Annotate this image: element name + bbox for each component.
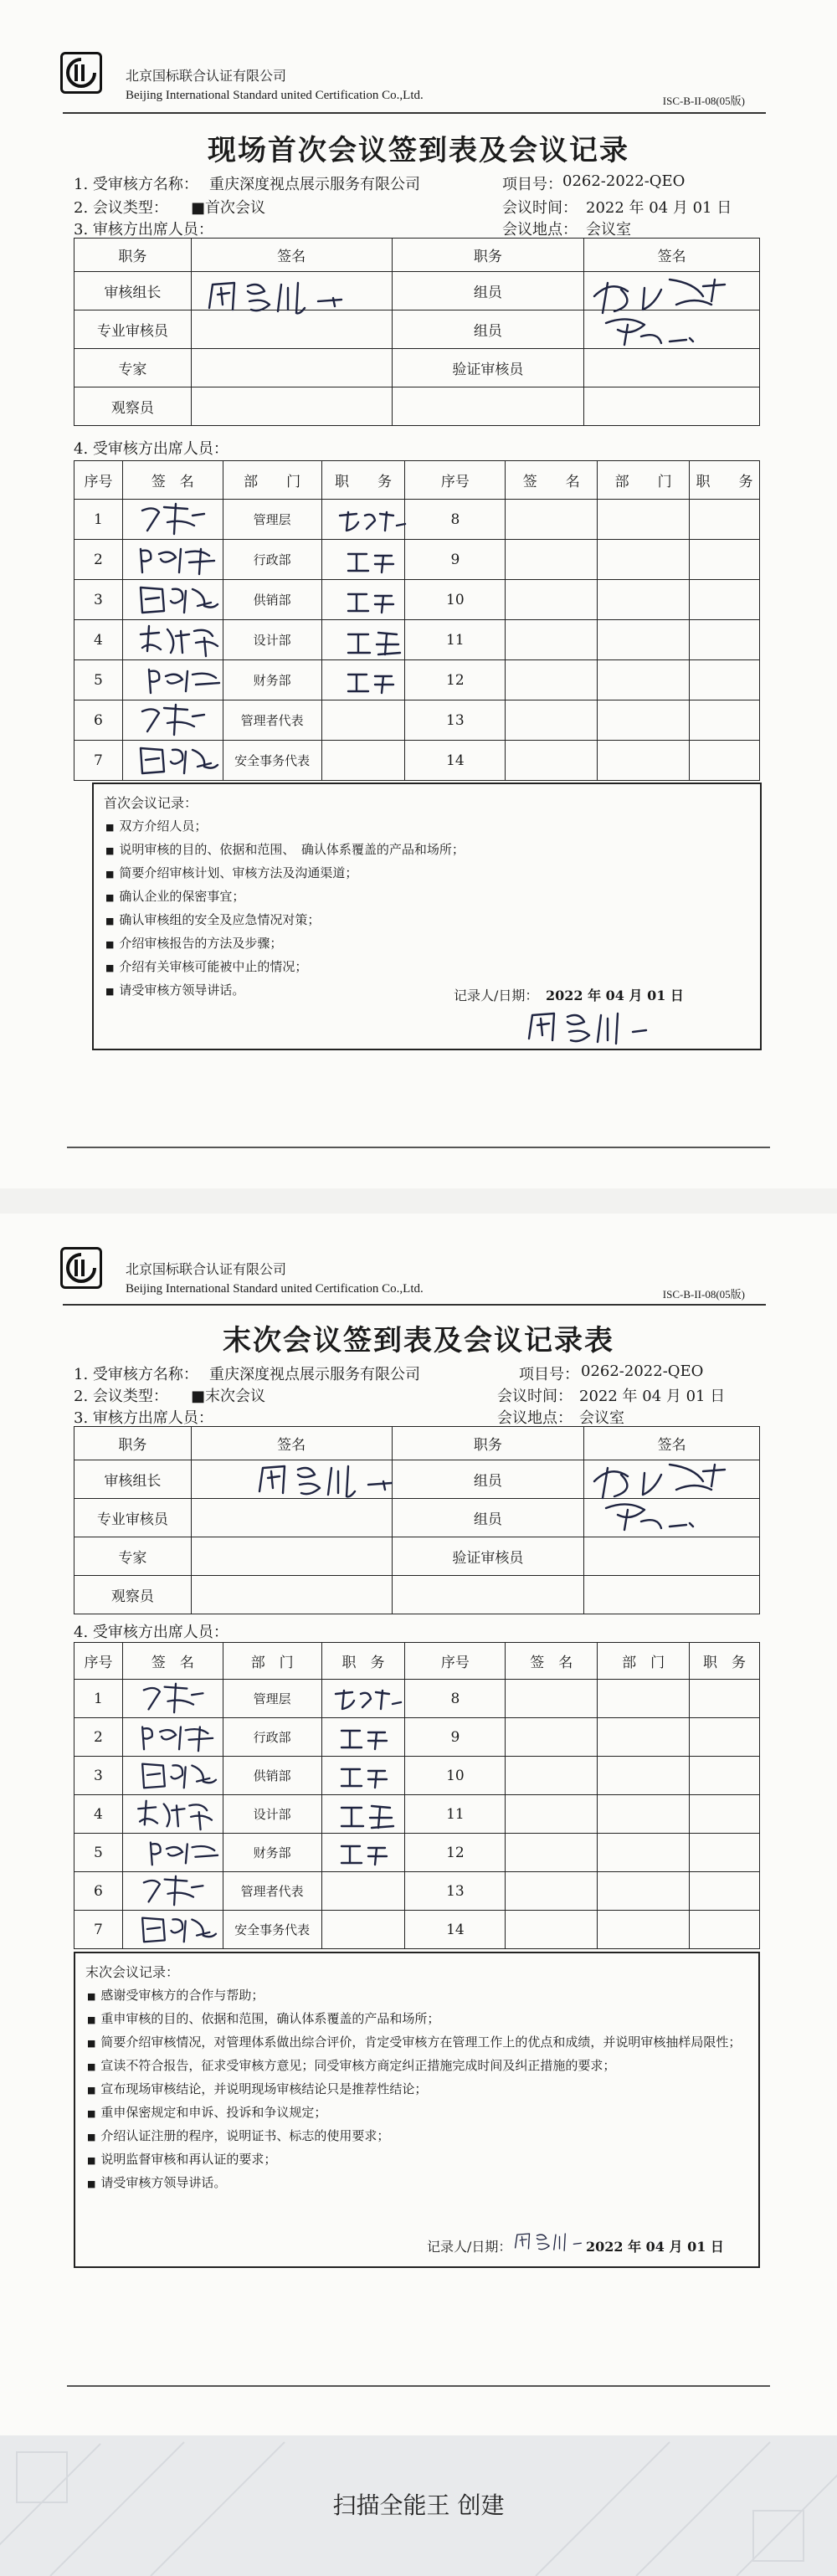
- row-number: 4: [74, 1795, 123, 1834]
- handwritten-signature: [521, 1007, 655, 1047]
- row-number: 5: [74, 660, 123, 700]
- meeting-time-label: 会议时间：: [502, 199, 578, 217]
- handwritten-position: [335, 1840, 393, 1868]
- role-cell: 专家: [74, 1537, 192, 1576]
- row-number: 11: [405, 1795, 506, 1834]
- record-list: [105, 815, 760, 1003]
- role-cell: 组员: [392, 310, 584, 349]
- position-cell: [690, 1795, 760, 1834]
- department-cell: 设计部: [223, 1795, 321, 1834]
- recorder-label: 记录人/日期：: [454, 988, 539, 1003]
- department-cell: [598, 1834, 690, 1872]
- list-item: ■ 重申审核的目的、依据和范围，确认体系覆盖的产品和场所；: [87, 2008, 742, 2031]
- handwritten-signature: [134, 741, 226, 778]
- table-row: [74, 1427, 760, 1460]
- row-number: 12: [405, 660, 506, 700]
- client-attendees-label: 4. 受审核方出席人员：: [74, 440, 229, 458]
- client-name: 重庆深度视点展示服务有限公司: [209, 176, 420, 193]
- auditors-label: 3. 审核方出席人员：: [74, 1409, 213, 1427]
- handwritten-signature: [511, 2223, 586, 2260]
- signature-cell: [506, 1680, 598, 1718]
- list-item: ■ 请受审核方领导讲话。: [87, 2172, 742, 2195]
- certification-logo-icon: [60, 52, 102, 94]
- list-item: ■ 双方介绍人员；: [105, 815, 760, 839]
- row-number: 3: [74, 1757, 123, 1795]
- signature-cell: [506, 500, 598, 540]
- position-cell: [690, 700, 760, 741]
- row-number: 5: [74, 1834, 123, 1872]
- signature-cell: [506, 1795, 598, 1834]
- handwritten-signature: [578, 1456, 745, 1540]
- row-number: 1: [74, 1680, 123, 1718]
- table-row: [74, 1576, 760, 1614]
- department-cell: [598, 741, 690, 781]
- position-cell: [690, 1757, 760, 1795]
- company-name-cn: 北京国标联合认证有限公司: [126, 1261, 287, 1277]
- role-cell: 专家: [74, 349, 192, 387]
- header-cell: 部 门: [223, 1643, 321, 1680]
- empty-cell: [392, 1576, 584, 1614]
- project-number: 0262-2022-QEO: [562, 172, 686, 190]
- department-cell: 安全事务代表: [223, 1911, 321, 1949]
- page-title: 末次会议签到表及会议记录表: [223, 1324, 614, 1357]
- header-cell: 职 务: [321, 1643, 405, 1680]
- signature-cell: [506, 1757, 598, 1795]
- table-row: [74, 387, 760, 426]
- header-cell: 序号: [405, 1643, 506, 1680]
- handwritten-signature: [134, 1758, 226, 1793]
- row-number: 8: [405, 500, 506, 540]
- department-cell: [598, 1795, 690, 1834]
- department-cell: [598, 660, 690, 700]
- meeting-time-label: 会议时间：: [497, 1388, 573, 1405]
- department-cell: [598, 700, 690, 741]
- signature-cell: [506, 540, 598, 580]
- meeting-type-value: ■末次会议: [191, 1388, 266, 1405]
- row-number: 12: [405, 1834, 506, 1872]
- list-item: ■ 简要介绍审核情况，对管理体系做出综合评价，肯定受审核方在管理工作上的优点和成绩，并说明审核抽样局限性；: [87, 2031, 742, 2055]
- table-row: [74, 1643, 760, 1680]
- position-cell: [690, 660, 760, 700]
- list-item: ■ 确认企业的保密事宜；: [105, 885, 760, 909]
- row-number: 13: [405, 700, 506, 741]
- row-number: 7: [74, 1911, 123, 1949]
- row-number: 6: [74, 700, 123, 741]
- department-cell: [598, 1680, 690, 1718]
- signature-cell: [506, 1872, 598, 1911]
- department-cell: [598, 620, 690, 660]
- project-number: 0262-2022-QEO: [581, 1362, 704, 1380]
- handwritten-signature: [578, 271, 745, 355]
- header-cell: 签 名: [506, 461, 598, 500]
- handwritten-signature: [134, 581, 226, 618]
- auditors-label: 3. 审核方出席人员：: [74, 221, 213, 239]
- header-cell: 部 门: [223, 461, 321, 500]
- position-cell: [690, 1872, 760, 1911]
- scanner-app-credit: 扫描全能王 创建: [332, 2491, 505, 2519]
- empty-cell: [392, 387, 584, 426]
- signature-cell: [191, 349, 392, 387]
- meeting-time-value: 2022 年 04 月 01 日: [579, 1388, 726, 1405]
- department-cell: 管理层: [223, 1680, 321, 1718]
- signature-cell: [191, 1576, 392, 1614]
- position-cell: [690, 1680, 760, 1718]
- meeting-place-value: 会议室: [579, 1409, 624, 1427]
- department-cell: [598, 580, 690, 620]
- header-cell: 签名: [584, 239, 760, 272]
- department-cell: 行政部: [223, 1718, 321, 1757]
- handwritten-signature: [134, 1681, 218, 1716]
- last-meeting-page: [0, 1214, 837, 2435]
- meeting-type-label: 2. 会议类型：: [74, 199, 168, 217]
- department-cell: 管理者代表: [223, 700, 321, 741]
- list-item: ■ 介绍有关审核可能被中止的情况；: [105, 956, 760, 979]
- role-cell: 观察员: [74, 1576, 192, 1614]
- department-cell: [598, 1718, 690, 1757]
- signature-cell: [584, 1537, 760, 1576]
- company-name-en: Beijing International Standard united Certification Co.,Ltd.: [126, 89, 424, 102]
- department-cell: [598, 1911, 690, 1949]
- department-cell: 管理层: [223, 500, 321, 540]
- handwritten-signature: [142, 661, 226, 698]
- header-cell: 签名: [584, 1427, 760, 1460]
- record-heading: 末次会议记录：: [85, 1964, 180, 1980]
- role-cell: 组员: [392, 1499, 584, 1537]
- meeting-place-label: 会议地点：: [497, 1409, 573, 1427]
- header-cell: 部 门: [598, 461, 690, 500]
- list-item: ■ 请受审核方领导讲话。: [105, 979, 760, 1003]
- role-cell: 专业审核员: [74, 310, 192, 349]
- record-list: [87, 1984, 742, 2195]
- record-heading: 首次会议记录：: [104, 795, 198, 811]
- handwritten-signature: [134, 1719, 226, 1754]
- header-cell: 签 名: [506, 1643, 598, 1680]
- row-number: 10: [405, 580, 506, 620]
- department-cell: 管理者代表: [223, 1872, 321, 1911]
- position-cell: [321, 1872, 405, 1911]
- list-item: ■ 重申保密规定和申诉、投诉和争议规定；: [87, 2101, 742, 2125]
- header-cell: 职 务: [321, 461, 405, 500]
- header-cell: 签名: [191, 239, 392, 272]
- client-attendees-label: 4. 受审核方出席人员：: [74, 1624, 229, 1641]
- header-rule: [63, 1304, 766, 1306]
- empty-cell: [584, 387, 760, 426]
- handwritten-position: [341, 668, 400, 696]
- header-cell: 序号: [74, 461, 123, 500]
- department-cell: 安全事务代表: [223, 741, 321, 781]
- list-item: ■ 确认审核组的安全及应急情况对策；: [105, 909, 760, 932]
- row-number: 13: [405, 1872, 506, 1911]
- first-meeting-page: [0, 0, 837, 1188]
- position-cell: [690, 741, 760, 781]
- position-cell: [690, 500, 760, 540]
- handwritten-signature: [201, 276, 352, 318]
- handwritten-signature: [134, 541, 226, 577]
- signature-cell: [506, 1834, 598, 1872]
- header-cell: 职务: [392, 239, 584, 272]
- signature-cell: [506, 1911, 598, 1949]
- position-cell: [321, 700, 405, 741]
- row-number: 1: [74, 500, 123, 540]
- meeting-type-label: 2. 会议类型：: [74, 1388, 168, 1405]
- form-code: ISC-B-II-08(05版): [662, 1288, 745, 1301]
- meeting-place-label: 会议地点：: [502, 221, 578, 239]
- handwritten-signature: [134, 621, 226, 658]
- signature-cell: [506, 620, 598, 660]
- handwritten-position: [326, 1686, 410, 1714]
- project-label: 项目号：: [502, 176, 562, 193]
- position-cell: [690, 1718, 760, 1757]
- meeting-place-value: 会议室: [586, 221, 631, 239]
- list-item: ■ 说明监督审核和再认证的要求；: [87, 2148, 742, 2172]
- meeting-record-box: [74, 1952, 760, 2268]
- row-number: 4: [74, 620, 123, 660]
- signature-cell: [506, 700, 598, 741]
- form-code: ISC-B-II-08(05版): [662, 95, 745, 107]
- row-number: 14: [405, 1911, 506, 1949]
- certification-logo-icon: [60, 1247, 102, 1289]
- list-item: ■ 介绍审核报告的方法及步骤；: [105, 932, 760, 956]
- table-row: [74, 239, 760, 272]
- company-name-cn: 北京国标联合认证有限公司: [126, 68, 287, 84]
- handwritten-signature: [251, 1460, 402, 1501]
- signature-cell: [191, 1537, 392, 1576]
- list-item: ■ 说明审核的目的、依据和范围、 确认体系覆盖的产品和场所；: [105, 839, 760, 862]
- department-cell: 财务部: [223, 1834, 321, 1872]
- header-cell: 部 门: [598, 1643, 690, 1680]
- role-cell: 专业审核员: [74, 1499, 192, 1537]
- role-cell: 组员: [392, 272, 584, 310]
- header-cell: 序号: [74, 1643, 123, 1680]
- row-number: 2: [74, 540, 123, 580]
- signature-cell: [191, 1499, 392, 1537]
- header-cell: 职 务: [690, 461, 760, 500]
- page-title: 现场首次会议签到表及会议记录: [208, 134, 629, 167]
- handwritten-position: [341, 588, 400, 616]
- department-cell: [598, 540, 690, 580]
- signature-cell: [506, 1718, 598, 1757]
- signature-cell: [506, 660, 598, 700]
- row-number: 11: [405, 620, 506, 660]
- table-row: [74, 1537, 760, 1576]
- role-cell: 观察员: [74, 387, 192, 426]
- department-cell: [598, 500, 690, 540]
- position-cell: [690, 1834, 760, 1872]
- row-number: 9: [405, 1718, 506, 1757]
- signature-cell: [506, 741, 598, 781]
- empty-cell: [584, 1576, 760, 1614]
- handwritten-position: [335, 1724, 393, 1752]
- list-item: ■ 宣布现场审核结论，并说明现场审核结论只是推荐性结论；: [87, 2078, 742, 2101]
- role-cell: 组员: [392, 1460, 584, 1499]
- company-name-en: Beijing International Standard united Certification Co.,Ltd.: [126, 1282, 424, 1296]
- client-label: 1. 受审核方名称：: [74, 176, 198, 193]
- handwritten-signature: [126, 1796, 226, 1831]
- meeting-record-box: [92, 783, 762, 1050]
- handwritten-position: [335, 1763, 393, 1791]
- handwritten-signature: [134, 1911, 226, 1947]
- department-cell: [598, 1872, 690, 1911]
- header-cell: 签 名: [122, 461, 223, 500]
- scanner-watermark-footer: [0, 2435, 837, 2576]
- handwritten-signature: [134, 1873, 218, 1908]
- position-cell: [690, 580, 760, 620]
- position-cell: [690, 1911, 760, 1949]
- handwritten-position: [341, 628, 408, 656]
- page-divider: [67, 2385, 770, 2387]
- department-cell: 行政部: [223, 540, 321, 580]
- role-cell: 审核组长: [74, 1460, 192, 1499]
- row-number: 3: [74, 580, 123, 620]
- header-cell: 签名: [191, 1427, 392, 1460]
- recorder-date: 2022 年 04 月 01 日: [586, 2239, 724, 2255]
- role-cell: 验证审核员: [392, 349, 584, 387]
- row-number: 2: [74, 1718, 123, 1757]
- role-cell: 审核组长: [74, 272, 192, 310]
- page-divider: [67, 1147, 770, 1148]
- handwritten-position: [335, 507, 410, 536]
- recorder-date: 2022 年 04 月 01 日: [546, 988, 684, 1003]
- handwritten-position: [335, 1801, 402, 1829]
- role-cell: 验证审核员: [392, 1537, 584, 1576]
- header-cell: 签 名: [122, 1643, 223, 1680]
- signature-cell: [191, 387, 392, 426]
- department-cell: 设计部: [223, 620, 321, 660]
- header-cell: 职务: [74, 1427, 192, 1460]
- client-label: 1. 受审核方名称：: [74, 1366, 198, 1383]
- list-item: ■ 介绍认证注册的程序，说明证书、标志的使用要求；: [87, 2125, 742, 2148]
- header-cell: 职务: [392, 1427, 584, 1460]
- department-cell: 供销部: [223, 580, 321, 620]
- list-item: ■ 简要介绍审核计划、审核方法及沟通渠道；: [105, 862, 760, 885]
- row-number: 6: [74, 1872, 123, 1911]
- signature-cell: [506, 580, 598, 620]
- position-cell: [321, 1911, 405, 1949]
- recorder-label: 记录人/日期：: [427, 2239, 512, 2255]
- position-cell: [321, 741, 405, 781]
- department-cell: 财务部: [223, 660, 321, 700]
- department-cell: [598, 1757, 690, 1795]
- position-cell: [690, 540, 760, 580]
- row-number: 10: [405, 1757, 506, 1795]
- row-number: 8: [405, 1680, 506, 1718]
- handwritten-signature: [134, 701, 218, 738]
- row-number: 7: [74, 741, 123, 781]
- client-name: 重庆深度视点展示服务有限公司: [209, 1366, 420, 1383]
- meeting-time-value: 2022 年 04 月 01 日: [586, 199, 732, 217]
- header-cell: 职务: [74, 239, 192, 272]
- department-cell: 供销部: [223, 1757, 321, 1795]
- project-label: 项目号：: [519, 1366, 579, 1383]
- handwritten-position: [341, 547, 400, 576]
- row-number: 9: [405, 540, 506, 580]
- table-row: [74, 461, 760, 500]
- header-cell: 职 务: [690, 1643, 760, 1680]
- header-cell: 序号: [405, 461, 506, 500]
- header-rule: [63, 112, 766, 114]
- row-number: 14: [405, 741, 506, 781]
- list-item: ■ 感谢受审核方的合作与帮助；: [87, 1984, 742, 2008]
- position-cell: [690, 620, 760, 660]
- list-item: ■ 宣读不符合报告，征求受审核方意见；同受审核方商定纠正措施完成时间及纠正措施的要求；: [87, 2055, 742, 2078]
- handwritten-signature: [142, 1835, 226, 1870]
- meeting-type-value: ■首次会议: [191, 199, 266, 217]
- handwritten-signature: [134, 500, 218, 537]
